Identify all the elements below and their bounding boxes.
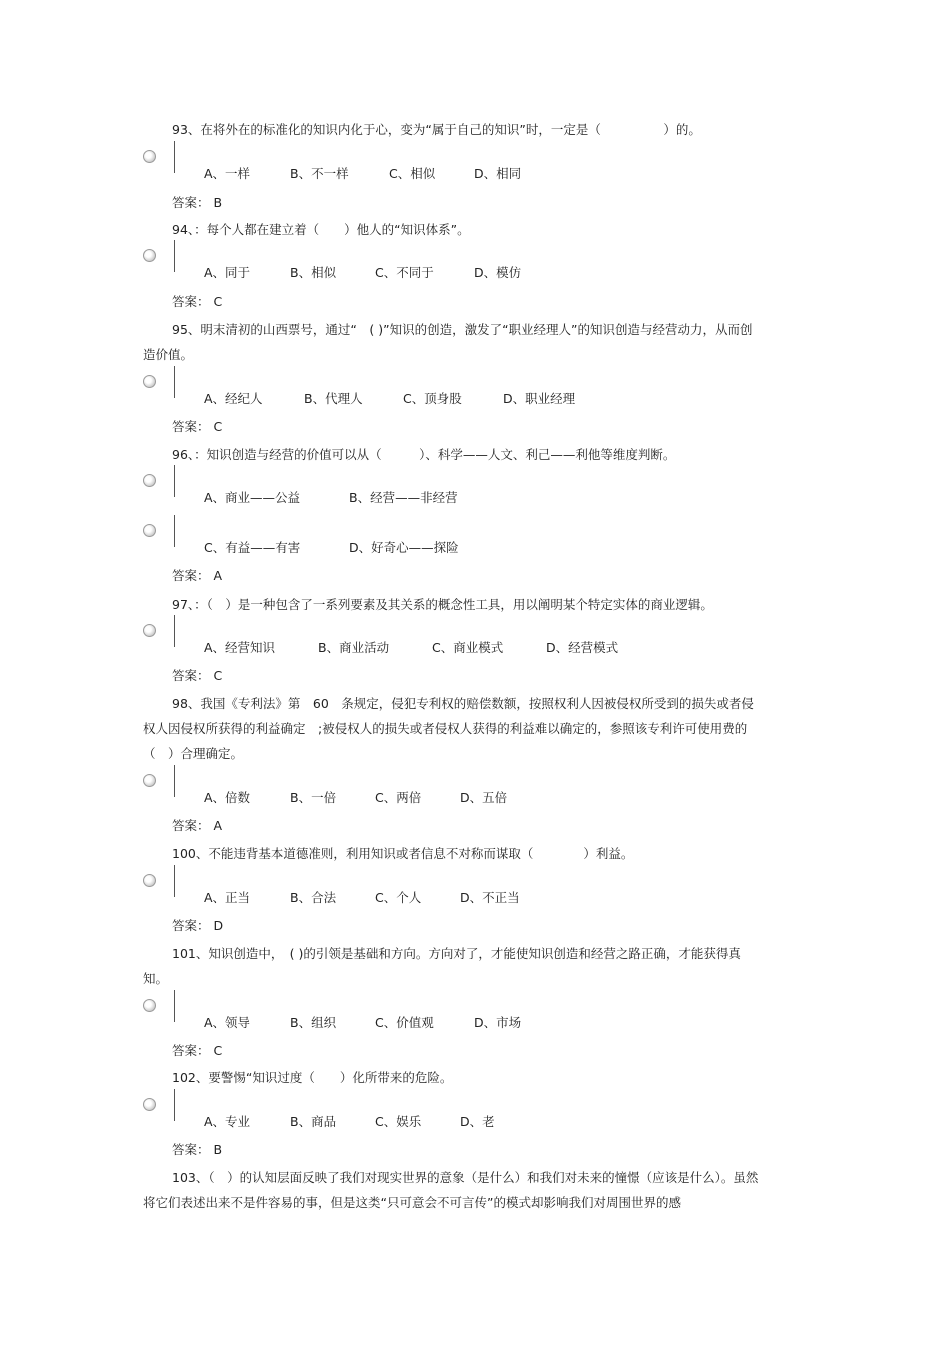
field-divider (174, 515, 175, 547)
question-text (143, 1065, 763, 1090)
answer-text: 答案： B (172, 195, 223, 210)
field-divider (174, 240, 175, 272)
option-row (143, 990, 763, 1030)
radio-button-icon[interactable] (143, 375, 156, 388)
field-divider (174, 615, 175, 647)
option-row (143, 141, 763, 181)
radio-button-icon[interactable] (143, 249, 156, 262)
option-label: B、代理人 (304, 391, 363, 406)
question-text (143, 1165, 763, 1215)
radio-button-icon[interactable] (143, 150, 156, 163)
radio-button-icon[interactable] (143, 624, 156, 637)
question-text (143, 841, 763, 866)
option-label: D、模仿 (474, 265, 522, 280)
question-stem: 94、：每个人都在建立着（ ）他人的“知识体系”。 (172, 222, 470, 237)
question-stem: 100、不能违背基本道德准则，利用知识或者信息不对称而谋取（ ）利益。 (172, 846, 634, 861)
option-label: B、商品 (290, 1114, 337, 1129)
radio-button-icon[interactable] (143, 774, 156, 787)
option-label: C、相似 (389, 166, 436, 181)
option-row (143, 865, 763, 905)
question-stem: 103、（ ）的认知层面反映了我们对现实世界的意象（是什么）和我们对未来的憧憬（应该是什么）。虽然将它们表述出来不是件容易的事，但是这类“只可意会不可言传”的模式却影响我们对周围世界的感 (143, 1170, 759, 1210)
option-label: A、倍数 (204, 790, 251, 805)
radio-button-icon[interactable] (143, 999, 156, 1012)
option-label: A、领导 (204, 1015, 251, 1030)
option-label: D、职业经理 (503, 391, 576, 406)
option-label: B、组织 (290, 1015, 337, 1030)
option-label: B、商业活动 (318, 640, 390, 655)
option-row (143, 240, 763, 280)
question-text (143, 317, 763, 367)
option-label: A、同于 (204, 265, 251, 280)
answer-text: 答案： C (172, 294, 223, 309)
question-stem: 96、：知识创造与经营的价值可以从（ ）、科学——人文、利己——利他等维度判断。 (172, 447, 676, 462)
option-label: A、一样 (204, 166, 251, 181)
answer-text: 答案： C (172, 419, 223, 434)
option-label: C、顶身股 (403, 391, 462, 406)
option-label: D、好奇心——探险 (349, 540, 459, 555)
radio-button-icon[interactable] (143, 874, 156, 887)
option-label: B、不一样 (290, 166, 349, 181)
question-text (143, 592, 763, 617)
answer-text: 答案： A (172, 818, 223, 833)
option-row (143, 1089, 763, 1129)
question-text (143, 217, 763, 242)
radio-button-icon[interactable] (143, 524, 156, 537)
field-divider (174, 465, 175, 497)
option-label: D、经营模式 (546, 640, 619, 655)
answer-text: 答案： C (172, 668, 223, 683)
option-row (143, 515, 763, 555)
question-text (143, 117, 763, 142)
radio-button-icon[interactable] (143, 1098, 156, 1111)
field-divider (174, 366, 175, 398)
option-label: D、老 (460, 1114, 495, 1129)
option-label: D、不正当 (460, 890, 520, 905)
question-text (143, 941, 763, 991)
option-label: C、不同于 (375, 265, 434, 280)
field-divider (174, 765, 175, 797)
question-text (143, 442, 763, 467)
option-label: C、价值观 (375, 1015, 434, 1030)
option-label: C、两倍 (375, 790, 422, 805)
option-label: C、有益——有害 (204, 540, 301, 555)
question-stem: 102、要警惕“知识过度（ ）化所带来的危险。 (172, 1070, 453, 1085)
option-label: D、相同 (474, 166, 522, 181)
answer-text: 答案： D (172, 918, 224, 933)
answer-text: 答案： B (172, 1142, 223, 1157)
radio-button-icon[interactable] (143, 474, 156, 487)
option-label: A、专业 (204, 1114, 251, 1129)
field-divider (174, 1089, 175, 1121)
question-stem: 98、我国《专利法》第 60 条规定，侵犯专利权的赔偿数额，按照权利人因被侵权所受到的损失或者侵权人因侵权所获得的利益确定 ;被侵权人的损失或者侵权人获得的利益难以确定的，参照该专利许可使用费的（ ）合理确定。 (143, 696, 754, 761)
option-label: A、经纪人 (204, 391, 263, 406)
option-label: C、商业模式 (432, 640, 504, 655)
option-label: C、娱乐 (375, 1114, 422, 1129)
option-row (143, 465, 763, 505)
question-stem: 97、：（ ）是一种包含了一系列要素及其关系的概念性工具，用以阐明某个特定实体的商业逻辑。 (172, 597, 713, 612)
option-label: D、市场 (474, 1015, 522, 1030)
question-stem: 93、在将外在的标准化的知识内化于心，变为“属于自己的知识”时，一定是（ ）的。 (172, 122, 701, 137)
option-label: A、商业——公益 (204, 490, 301, 505)
option-label: A、正当 (204, 890, 251, 905)
option-label: B、相似 (290, 265, 337, 280)
answer-text: 答案： C (172, 1043, 223, 1058)
answer-text: 答案： A (172, 568, 223, 583)
option-label: B、合法 (290, 890, 337, 905)
option-row (143, 615, 763, 655)
option-label: B、经营——非经营 (349, 490, 458, 505)
option-label: B、一倍 (290, 790, 337, 805)
option-label: C、个人 (375, 890, 422, 905)
field-divider (174, 865, 175, 897)
option-row (143, 366, 763, 406)
field-divider (174, 141, 175, 173)
option-label: A、经营知识 (204, 640, 276, 655)
field-divider (174, 990, 175, 1022)
question-text (143, 691, 763, 766)
option-row (143, 765, 763, 805)
option-label: D、五倍 (460, 790, 508, 805)
question-stem: 101、知识创造中， ( )的引领是基础和方向。方向对了，才能使知识创造和经营之路正确，才能获得真知。 (143, 946, 741, 986)
question-stem: 95、明末清初的山西票号，通过“ ( )”知识的创造，激发了“职业经理人”的知识创造与经营动力，从而创造价值。 (143, 322, 753, 362)
